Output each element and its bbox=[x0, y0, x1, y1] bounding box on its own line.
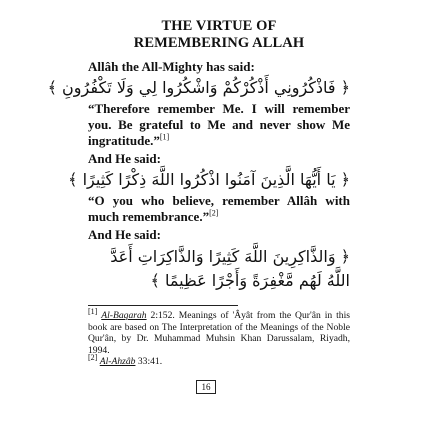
footnote-2 bbox=[88, 353, 350, 368]
page-number: 16 bbox=[196, 380, 216, 394]
book-page bbox=[47, 18, 350, 368]
footnote-1-text: 2:152. Meanings of 'Âyât from the Qur'ân in this book are based on The Interpretation of the Meanings of the Noble Qur'ân, by Dr. Muhammad Muhsin Khan Darussalam, Riyadh, 1994. bbox=[88, 310, 350, 356]
intro-text-3: And He said: bbox=[88, 227, 161, 242]
footnote-1-marker: [1] bbox=[88, 306, 98, 316]
translation-2 bbox=[88, 193, 350, 225]
arabic-verse-2: ﴿ يَا أَيُّهَا الَّذِينَ آمَنُوا اذْكُرُوا اللَّهَ ذِكْرًا كَثِيرًا ﴾ bbox=[68, 170, 350, 189]
arabic-verse-1: ﴿ فَاذْكُرُونِي أَذْكُرْكُمْ وَاشْكُرُوا لِي وَلَا تَكْفُرُونِ ﴾ bbox=[47, 78, 350, 97]
intro-text-2: And He said: bbox=[88, 151, 161, 166]
footnote-2-marker: [2] bbox=[88, 353, 98, 363]
footnote-2-text: 33:41. bbox=[135, 356, 163, 368]
intro-text-1: Allâh the All-Mighty has said: bbox=[88, 59, 255, 74]
translation-1 bbox=[88, 101, 350, 149]
footnote-2-source: Al-Ahzâb bbox=[99, 356, 136, 368]
translation-1-text: “Therefore remember Me. I will remember you. Be grateful to Me and never show Me ingratitude.” bbox=[88, 101, 350, 148]
arabic-verse-3: ﴿ وَالذَّاكِرِينَ اللَّهَ كَثِيرًا وَالذَّاكِرَاتِ أَعَدَّ اللَّهُ لَهُم مَّغْفِرَةً وَأَجْرًا عَظِيمًا ﴾ bbox=[110, 247, 350, 290]
translation-2-text: “O you who believe, remember Allâh with much remembrance.” bbox=[88, 193, 350, 224]
footnote-1-source: Al-Baqarah bbox=[101, 310, 147, 321]
page-title bbox=[88, 18, 350, 52]
title-line-2: REMEMBERING ALLAH bbox=[133, 35, 305, 51]
title-line-1: THE VIRTUE OF bbox=[161, 18, 277, 34]
footnote-ref-1: [1] bbox=[159, 132, 170, 142]
footnote-divider bbox=[88, 305, 238, 306]
footnote-ref-2: [2] bbox=[209, 208, 219, 218]
footnote-1 bbox=[88, 306, 350, 356]
